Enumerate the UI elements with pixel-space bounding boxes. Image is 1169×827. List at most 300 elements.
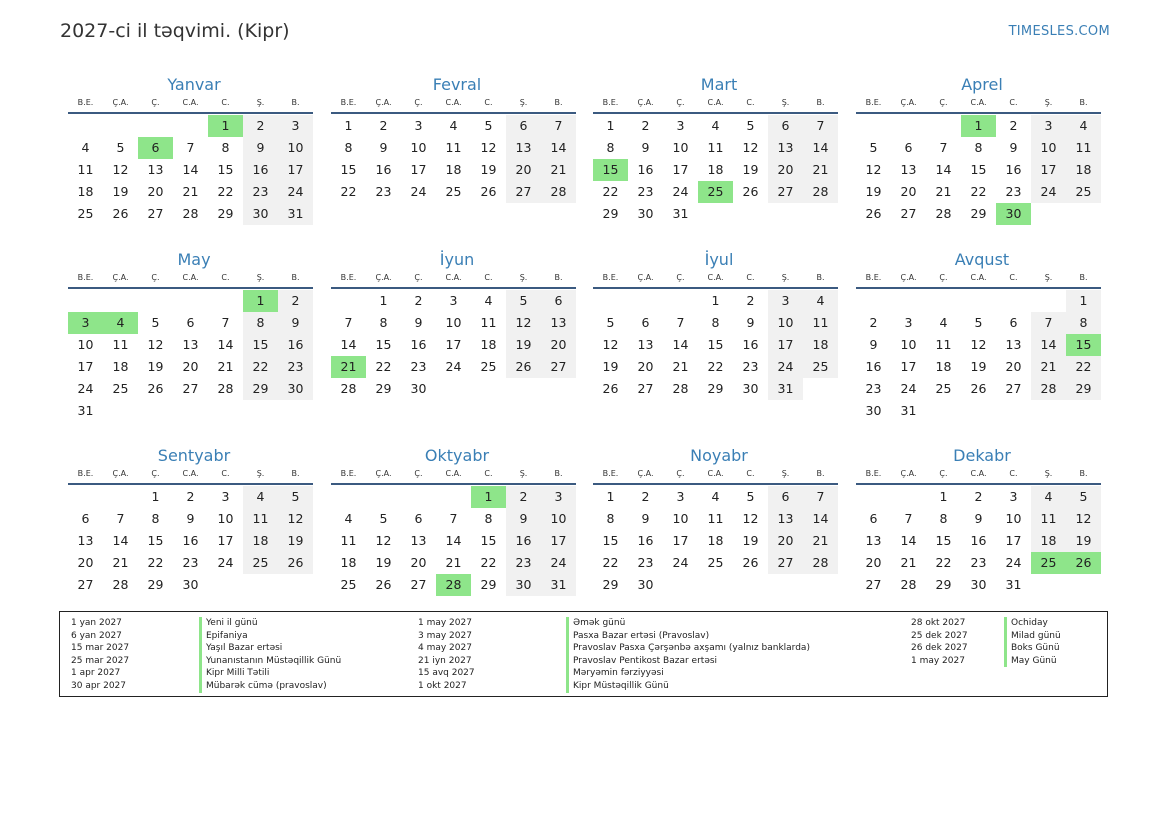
day-cell[interactable]: 5	[379, 511, 388, 526]
day-cell[interactable]: 7	[221, 315, 230, 330]
day-cell[interactable]: 30	[637, 577, 654, 592]
day-cell[interactable]: 5	[506, 290, 541, 312]
day-cell[interactable]: 3	[676, 118, 685, 133]
day-cell[interactable]: 30	[637, 206, 654, 221]
day-cell[interactable]: 27	[506, 181, 541, 203]
day-cell[interactable]: 26	[112, 206, 129, 221]
day-cell[interactable]: 22	[707, 359, 724, 374]
day-cell[interactable]: 15	[243, 334, 278, 356]
day-cell[interactable]: 27	[637, 381, 654, 396]
day-cell[interactable]: 26	[742, 184, 759, 199]
day-cell[interactable]: 6	[904, 140, 913, 155]
day-cell[interactable]: 17	[1005, 533, 1022, 548]
day-cell[interactable]: 12	[112, 162, 129, 177]
day-cell[interactable]: 7	[344, 315, 353, 330]
day-cell[interactable]: 29	[480, 577, 497, 592]
day-cell[interactable]: 18	[707, 533, 724, 548]
day-cell[interactable]: 24	[768, 356, 803, 378]
day-cell[interactable]: 16	[375, 162, 392, 177]
day-cell[interactable]: 2	[746, 293, 755, 308]
day-cell[interactable]: 19	[480, 162, 497, 177]
day-cell[interactable]: 15	[340, 162, 357, 177]
day-cell[interactable]: 13	[147, 162, 164, 177]
day-cell[interactable]: 19	[147, 359, 164, 374]
day-cell[interactable]: 10	[541, 508, 576, 530]
day-cell[interactable]: 29	[243, 378, 278, 400]
day-cell[interactable]: 27	[182, 381, 199, 396]
day-cell[interactable]: 22	[217, 184, 234, 199]
day-cell[interactable]: 29	[602, 577, 619, 592]
day-cell[interactable]: 29	[707, 381, 724, 396]
holiday-day-cell[interactable]: 15	[1066, 334, 1101, 356]
day-cell[interactable]: 10	[900, 337, 917, 352]
day-cell[interactable]: 13	[182, 337, 199, 352]
day-cell[interactable]: 5	[746, 489, 755, 504]
day-cell[interactable]: 8	[711, 315, 720, 330]
day-cell[interactable]: 24	[217, 555, 234, 570]
day-cell[interactable]: 21	[900, 555, 917, 570]
day-cell[interactable]: 31	[278, 203, 313, 225]
day-cell[interactable]: 7	[803, 115, 838, 137]
day-cell[interactable]: 4	[81, 140, 90, 155]
day-cell[interactable]: 6	[768, 486, 803, 508]
day-cell[interactable]: 6	[186, 315, 195, 330]
day-cell[interactable]: 25	[935, 381, 952, 396]
day-cell[interactable]: 13	[900, 162, 917, 177]
holiday-day-cell[interactable]: 25	[698, 181, 733, 203]
day-cell[interactable]: 6	[641, 315, 650, 330]
day-cell[interactable]: 24	[672, 555, 689, 570]
day-cell[interactable]: 29	[602, 206, 619, 221]
day-cell[interactable]: 21	[182, 184, 199, 199]
day-cell[interactable]: 12	[742, 140, 759, 155]
day-cell[interactable]: 19	[602, 359, 619, 374]
day-cell[interactable]: 24	[672, 184, 689, 199]
day-cell[interactable]: 12	[147, 337, 164, 352]
day-cell[interactable]: 26	[375, 577, 392, 592]
day-cell[interactable]: 28	[112, 577, 129, 592]
day-cell[interactable]: 3	[221, 489, 230, 504]
day-cell[interactable]: 3	[414, 118, 423, 133]
day-cell[interactable]: 23	[410, 359, 427, 374]
day-cell[interactable]: 4	[939, 315, 948, 330]
day-cell[interactable]: 13	[410, 533, 427, 548]
day-cell[interactable]: 24	[1031, 181, 1066, 203]
day-cell[interactable]: 17	[410, 162, 427, 177]
day-cell[interactable]: 13	[637, 337, 654, 352]
holiday-day-cell[interactable]: 25	[1031, 552, 1066, 574]
day-cell[interactable]: 31	[1005, 577, 1022, 592]
day-cell[interactable]: 24	[900, 381, 917, 396]
day-cell[interactable]: 21	[217, 359, 234, 374]
day-cell[interactable]: 2	[641, 118, 650, 133]
day-cell[interactable]: 9	[414, 315, 423, 330]
day-cell[interactable]: 27	[77, 577, 94, 592]
day-cell[interactable]: 23	[637, 555, 654, 570]
day-cell[interactable]: 20	[410, 555, 427, 570]
day-cell[interactable]: 24	[77, 381, 94, 396]
day-cell[interactable]: 17	[217, 533, 234, 548]
day-cell[interactable]: 4	[484, 293, 493, 308]
day-cell[interactable]: 23	[243, 181, 278, 203]
day-cell[interactable]: 27	[865, 577, 882, 592]
day-cell[interactable]: 22	[243, 356, 278, 378]
day-cell[interactable]: 26	[865, 206, 882, 221]
day-cell[interactable]: 5	[278, 486, 313, 508]
day-cell[interactable]: 14	[182, 162, 199, 177]
day-cell[interactable]: 10	[1031, 137, 1066, 159]
day-cell[interactable]: 28	[900, 577, 917, 592]
day-cell[interactable]: 20	[1005, 359, 1022, 374]
day-cell[interactable]: 20	[506, 159, 541, 181]
day-cell[interactable]: 17	[1031, 159, 1066, 181]
day-cell[interactable]: 5	[484, 118, 493, 133]
day-cell[interactable]: 31	[77, 403, 94, 418]
holiday-day-cell[interactable]: 28	[436, 574, 471, 596]
day-cell[interactable]: 26	[147, 381, 164, 396]
day-cell[interactable]: 7	[939, 140, 948, 155]
day-cell[interactable]: 22	[480, 555, 497, 570]
day-cell[interactable]: 8	[1066, 312, 1101, 334]
day-cell[interactable]: 31	[672, 206, 689, 221]
day-cell[interactable]: 17	[541, 530, 576, 552]
day-cell[interactable]: 13	[541, 312, 576, 334]
holiday-day-cell[interactable]: 26	[1066, 552, 1101, 574]
holiday-day-cell[interactable]: 6	[138, 137, 173, 159]
day-cell[interactable]: 6	[541, 290, 576, 312]
day-cell[interactable]: 30	[742, 381, 759, 396]
day-cell[interactable]: 11	[243, 508, 278, 530]
day-cell[interactable]: 6	[414, 511, 423, 526]
day-cell[interactable]: 10	[410, 140, 427, 155]
day-cell[interactable]: 18	[480, 337, 497, 352]
day-cell[interactable]: 1	[711, 293, 720, 308]
day-cell[interactable]: 29	[970, 206, 987, 221]
day-cell[interactable]: 6	[1009, 315, 1018, 330]
day-cell[interactable]: 16	[506, 530, 541, 552]
day-cell[interactable]: 16	[243, 159, 278, 181]
day-cell[interactable]: 21	[803, 530, 838, 552]
day-cell[interactable]: 27	[768, 552, 803, 574]
day-cell[interactable]: 2	[414, 293, 423, 308]
day-cell[interactable]: 17	[672, 533, 689, 548]
day-cell[interactable]: 11	[707, 140, 724, 155]
day-cell[interactable]: 14	[803, 137, 838, 159]
day-cell[interactable]: 11	[803, 312, 838, 334]
day-cell[interactable]: 15	[707, 337, 724, 352]
day-cell[interactable]: 23	[506, 552, 541, 574]
day-cell[interactable]: 28	[217, 381, 234, 396]
day-cell[interactable]: 20	[182, 359, 199, 374]
day-cell[interactable]: 5	[974, 315, 983, 330]
day-cell[interactable]: 16	[742, 337, 759, 352]
day-cell[interactable]: 12	[506, 312, 541, 334]
holiday-day-cell[interactable]: 15	[593, 159, 628, 181]
day-cell[interactable]: 9	[641, 511, 650, 526]
day-cell[interactable]: 2	[1009, 118, 1018, 133]
day-cell[interactable]: 28	[803, 552, 838, 574]
day-cell[interactable]: 7	[116, 511, 125, 526]
day-cell[interactable]: 25	[243, 552, 278, 574]
holiday-day-cell[interactable]: 30	[996, 203, 1031, 225]
day-cell[interactable]: 13	[768, 137, 803, 159]
day-cell[interactable]: 15	[602, 533, 619, 548]
day-cell[interactable]: 2	[869, 315, 878, 330]
day-cell[interactable]: 23	[1005, 184, 1022, 199]
day-cell[interactable]: 4	[711, 489, 720, 504]
day-cell[interactable]: 19	[865, 184, 882, 199]
day-cell[interactable]: 15	[375, 337, 392, 352]
day-cell[interactable]: 10	[768, 312, 803, 334]
day-cell[interactable]: 20	[77, 555, 94, 570]
day-cell[interactable]: 23	[970, 555, 987, 570]
day-cell[interactable]: 10	[672, 140, 689, 155]
day-cell[interactable]: 28	[935, 206, 952, 221]
day-cell[interactable]: 8	[243, 312, 278, 334]
day-cell[interactable]: 16	[970, 533, 987, 548]
day-cell[interactable]: 20	[768, 159, 803, 181]
day-cell[interactable]: 20	[768, 530, 803, 552]
day-cell[interactable]: 8	[939, 511, 948, 526]
day-cell[interactable]: 11	[112, 337, 129, 352]
day-cell[interactable]: 3	[676, 489, 685, 504]
day-cell[interactable]: 27	[768, 181, 803, 203]
day-cell[interactable]: 24	[278, 181, 313, 203]
day-cell[interactable]: 28	[182, 206, 199, 221]
day-cell[interactable]: 3	[278, 115, 313, 137]
day-cell[interactable]: 30	[410, 381, 427, 396]
day-cell[interactable]: 9	[1009, 140, 1018, 155]
day-cell[interactable]: 3	[1031, 115, 1066, 137]
day-cell[interactable]: 11	[935, 337, 952, 352]
day-cell[interactable]: 9	[641, 140, 650, 155]
day-cell[interactable]: 7	[676, 315, 685, 330]
day-cell[interactable]: 16	[637, 162, 654, 177]
day-cell[interactable]: 23	[278, 356, 313, 378]
day-cell[interactable]: 25	[112, 381, 129, 396]
day-cell[interactable]: 15	[147, 533, 164, 548]
day-cell[interactable]: 17	[768, 334, 803, 356]
day-cell[interactable]: 26	[970, 381, 987, 396]
day-cell[interactable]: 16	[1005, 162, 1022, 177]
day-cell[interactable]: 13	[77, 533, 94, 548]
day-cell[interactable]: 25	[480, 359, 497, 374]
day-cell[interactable]: 3	[449, 293, 458, 308]
day-cell[interactable]: 30	[970, 577, 987, 592]
holiday-day-cell[interactable]: 1	[243, 290, 278, 312]
day-cell[interactable]: 23	[865, 381, 882, 396]
day-cell[interactable]: 12	[742, 511, 759, 526]
day-cell[interactable]: 21	[541, 159, 576, 181]
day-cell[interactable]: 27	[410, 577, 427, 592]
day-cell[interactable]: 14	[217, 337, 234, 352]
day-cell[interactable]: 4	[344, 511, 353, 526]
holiday-day-cell[interactable]: 1	[471, 486, 506, 508]
day-cell[interactable]: 2	[641, 489, 650, 504]
day-cell[interactable]: 5	[151, 315, 160, 330]
day-cell[interactable]: 2	[243, 115, 278, 137]
day-cell[interactable]: 7	[449, 511, 458, 526]
day-cell[interactable]: 8	[974, 140, 983, 155]
day-cell[interactable]: 21	[445, 555, 462, 570]
day-cell[interactable]: 1	[379, 293, 388, 308]
day-cell[interactable]: 19	[742, 533, 759, 548]
day-cell[interactable]: 13	[1005, 337, 1022, 352]
day-cell[interactable]: 13	[865, 533, 882, 548]
day-cell[interactable]: 31	[900, 403, 917, 418]
day-cell[interactable]: 2	[974, 489, 983, 504]
day-cell[interactable]: 9	[186, 511, 195, 526]
day-cell[interactable]: 16	[278, 334, 313, 356]
day-cell[interactable]: 21	[1031, 356, 1066, 378]
day-cell[interactable]: 26	[602, 381, 619, 396]
day-cell[interactable]: 25	[77, 206, 94, 221]
day-cell[interactable]: 29	[147, 577, 164, 592]
day-cell[interactable]: 14	[803, 508, 838, 530]
brand-link[interactable]: TIMESLES.COM	[1008, 24, 1110, 39]
day-cell[interactable]: 29	[1066, 378, 1101, 400]
day-cell[interactable]: 14	[112, 533, 129, 548]
day-cell[interactable]: 23	[742, 359, 759, 374]
day-cell[interactable]: 21	[112, 555, 129, 570]
day-cell[interactable]: 7	[904, 511, 913, 526]
day-cell[interactable]: 19	[1066, 530, 1101, 552]
day-cell[interactable]: 29	[217, 206, 234, 221]
day-cell[interactable]: 7	[541, 115, 576, 137]
day-cell[interactable]: 21	[935, 184, 952, 199]
day-cell[interactable]: 18	[340, 555, 357, 570]
day-cell[interactable]: 2	[506, 486, 541, 508]
day-cell[interactable]: 29	[935, 577, 952, 592]
day-cell[interactable]: 21	[672, 359, 689, 374]
day-cell[interactable]: 23	[375, 184, 392, 199]
day-cell[interactable]: 18	[1031, 530, 1066, 552]
day-cell[interactable]: 10	[77, 337, 94, 352]
day-cell[interactable]: 31	[768, 378, 803, 400]
day-cell[interactable]: 19	[375, 555, 392, 570]
day-cell[interactable]: 1	[606, 118, 615, 133]
day-cell[interactable]: 4	[243, 486, 278, 508]
day-cell[interactable]: 15	[970, 162, 987, 177]
day-cell[interactable]: 23	[182, 555, 199, 570]
day-cell[interactable]: 22	[1066, 356, 1101, 378]
day-cell[interactable]: 25	[707, 555, 724, 570]
day-cell[interactable]: 8	[344, 140, 353, 155]
day-cell[interactable]: 17	[278, 159, 313, 181]
day-cell[interactable]: 28	[1031, 378, 1066, 400]
day-cell[interactable]: 7	[803, 486, 838, 508]
day-cell[interactable]: 19	[970, 359, 987, 374]
day-cell[interactable]: 27	[900, 206, 917, 221]
day-cell[interactable]: 18	[445, 162, 462, 177]
day-cell[interactable]: 30	[243, 203, 278, 225]
day-cell[interactable]: 3	[904, 315, 913, 330]
day-cell[interactable]: 18	[707, 162, 724, 177]
day-cell[interactable]: 22	[340, 184, 357, 199]
day-cell[interactable]: 26	[278, 552, 313, 574]
day-cell[interactable]: 14	[340, 337, 357, 352]
day-cell[interactable]: 16	[637, 533, 654, 548]
day-cell[interactable]: 15	[217, 162, 234, 177]
day-cell[interactable]: 1	[1066, 290, 1101, 312]
day-cell[interactable]: 8	[379, 315, 388, 330]
day-cell[interactable]: 18	[803, 334, 838, 356]
day-cell[interactable]: 18	[243, 530, 278, 552]
day-cell[interactable]: 5	[1066, 486, 1101, 508]
day-cell[interactable]: 1	[939, 489, 948, 504]
day-cell[interactable]: 23	[637, 184, 654, 199]
day-cell[interactable]: 22	[970, 184, 987, 199]
day-cell[interactable]: 2	[379, 118, 388, 133]
day-cell[interactable]: 18	[935, 359, 952, 374]
day-cell[interactable]: 25	[1066, 181, 1101, 203]
day-cell[interactable]: 17	[77, 359, 94, 374]
day-cell[interactable]: 10	[672, 511, 689, 526]
day-cell[interactable]: 8	[484, 511, 493, 526]
day-cell[interactable]: 8	[151, 511, 160, 526]
day-cell[interactable]: 22	[375, 359, 392, 374]
day-cell[interactable]: 24	[1005, 555, 1022, 570]
day-cell[interactable]: 10	[1005, 511, 1022, 526]
day-cell[interactable]: 16	[182, 533, 199, 548]
day-cell[interactable]: 9	[278, 312, 313, 334]
day-cell[interactable]: 18	[1066, 159, 1101, 181]
day-cell[interactable]: 15	[480, 533, 497, 548]
day-cell[interactable]: 24	[445, 359, 462, 374]
day-cell[interactable]: 12	[278, 508, 313, 530]
holiday-day-cell[interactable]: 3	[68, 312, 103, 334]
day-cell[interactable]: 15	[935, 533, 952, 548]
day-cell[interactable]: 26	[480, 184, 497, 199]
day-cell[interactable]: 11	[445, 140, 462, 155]
day-cell[interactable]: 31	[541, 574, 576, 596]
day-cell[interactable]: 14	[1031, 334, 1066, 356]
day-cell[interactable]: 1	[344, 118, 353, 133]
day-cell[interactable]: 21	[803, 159, 838, 181]
day-cell[interactable]: 5	[606, 315, 615, 330]
day-cell[interactable]: 10	[278, 137, 313, 159]
day-cell[interactable]: 9	[746, 315, 755, 330]
day-cell[interactable]: 24	[410, 184, 427, 199]
day-cell[interactable]: 27	[147, 206, 164, 221]
day-cell[interactable]: 3	[768, 290, 803, 312]
day-cell[interactable]: 4	[449, 118, 458, 133]
day-cell[interactable]: 12	[970, 337, 987, 352]
day-cell[interactable]: 20	[637, 359, 654, 374]
day-cell[interactable]: 19	[112, 184, 129, 199]
day-cell[interactable]: 9	[869, 337, 878, 352]
day-cell[interactable]: 11	[480, 315, 497, 330]
day-cell[interactable]: 10	[217, 511, 234, 526]
holiday-day-cell[interactable]: 1	[961, 115, 996, 137]
day-cell[interactable]: 4	[1031, 486, 1066, 508]
day-cell[interactable]: 12	[602, 337, 619, 352]
day-cell[interactable]: 14	[935, 162, 952, 177]
day-cell[interactable]: 12	[480, 140, 497, 155]
day-cell[interactable]: 17	[445, 337, 462, 352]
day-cell[interactable]: 26	[742, 555, 759, 570]
day-cell[interactable]: 14	[541, 137, 576, 159]
day-cell[interactable]: 18	[77, 184, 94, 199]
day-cell[interactable]: 22	[602, 555, 619, 570]
day-cell[interactable]: 7	[1031, 312, 1066, 334]
day-cell[interactable]: 14	[672, 337, 689, 352]
day-cell[interactable]: 1	[606, 489, 615, 504]
day-cell[interactable]: 11	[340, 533, 357, 548]
day-cell[interactable]: 14	[445, 533, 462, 548]
holiday-day-cell[interactable]: 4	[103, 312, 138, 334]
day-cell[interactable]: 16	[865, 359, 882, 374]
